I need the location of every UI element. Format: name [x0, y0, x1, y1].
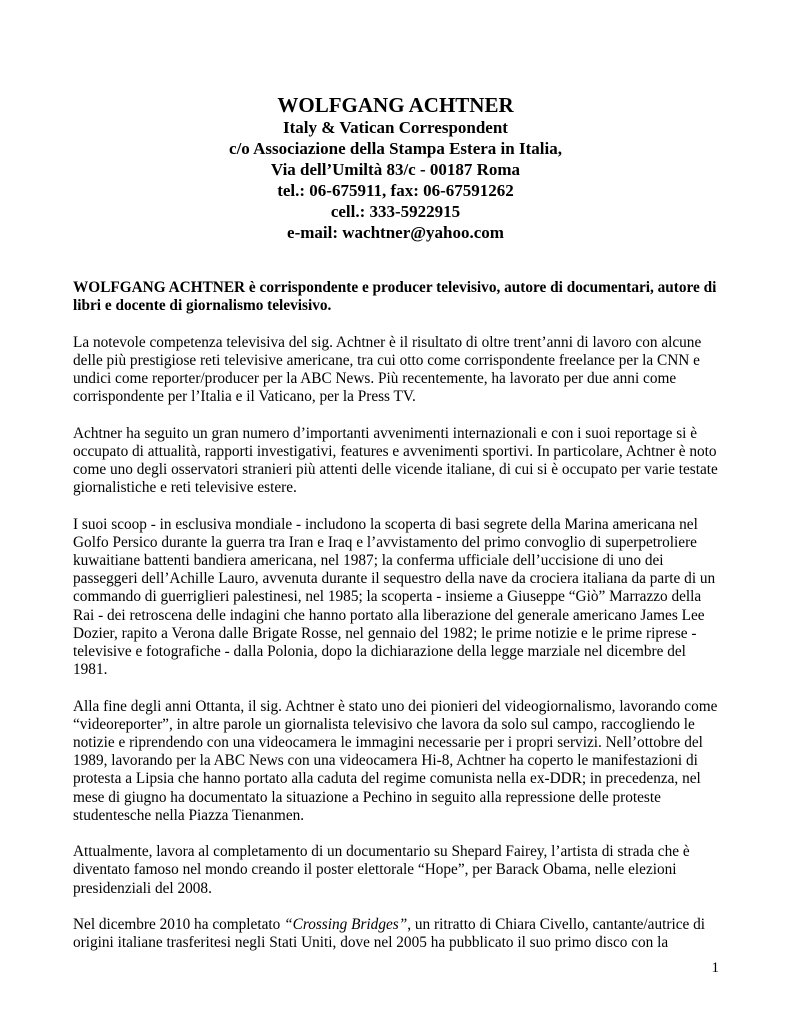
- paragraph-2: Achtner ha seguito un gran numero d’importanti avvenimenti internazionali e con i suoi reportage si è occupato di attualità, rapporti investigativi, features e avvenimenti sportivi. In particolare, Achtner è noto come uno degli osservatori stranieri più attenti delle vicende italiane, di cui si è occupato per varie testate giornalistiche e reti televisive estere.: [73, 424, 718, 497]
- phone-fax: tel.: 06-675911, fax: 06-67591262: [277, 181, 514, 200]
- author-title: Italy & Vatican Correspondent: [283, 118, 508, 137]
- paragraph-6: [73, 916, 721, 952]
- email: e-mail: wachtner@yahoo.com: [287, 223, 504, 242]
- documentary-title: “Crossing Bridges”: [284, 916, 408, 934]
- intro-paragraph: WOLFGANG ACHTNER è corrispondente e producer televisivo, autore di documentari, autore di libri e docente di giornalismo televisivo.: [73, 279, 717, 315]
- cell-phone: cell.: 333-5922915: [330, 202, 461, 221]
- letterhead: [0, 93, 791, 243]
- address: Via dell’Umiltà 83/c - 00187 Roma: [270, 160, 521, 179]
- document-body: [73, 279, 721, 971]
- organization: c/o Associazione della Stampa Estera in Italia,: [229, 139, 562, 158]
- paragraph-4: Alla fine degli anni Ottanta, il sig. Achtner è stato uno dei pionieri del videogiornalismo, lavorando come “videoreporter”, in altre parole un giornalista televisivo che lavora da solo sul campo, raccogliendo le notizie e riprendendo con una videocamera le immagini necessarie per i propri servizi. Nell’ottobre del 1989, lavorando per la ABC News con una videocamera Hi-8, Achtner ha coperto le manifestazioni di protesta a Lipsia che hanno portato alla caduta del regime comunista nella ex-DDR; in precedenza, nel mese di giugno ha documentato la situazione a Pechino in seguito alla repressione delle proteste studentesche nella Piazza Tienanmen.: [73, 697, 718, 824]
- paragraph-5: Attualmente, lavora al completamento di un documentario su Shepard Fairey, l’artista di strada che è diventato famoso nel mondo creando il poster elettorale “Hope”, per Barack Obama, nelle elezioni presidenziali del 2008.: [73, 843, 690, 897]
- page-number: 1: [711, 960, 719, 976]
- author-name: WOLFGANG ACHTNER: [277, 93, 514, 117]
- paragraph-1: La notevole competenza televisiva del sig. Achtner è il risultato di oltre trent’anni di lavoro con alcune delle più prestigiose reti televisive americane, tra cui otto come corrispondente freelance per la CNN e undici come reporter/producer per la ABC News. Più recentemente, ha lavorato per due anni come corrispondente per l’Italia e il Vaticano, per la Press TV.: [73, 333, 702, 406]
- paragraph-3: I suoi scoop - in esclusiva mondiale - includono la scoperta di basi segrete della Marina americana nel Golfo Persico durante la guerra tra Iran e Iraq e l’avvistamento del primo convoglio di superpetroliere kuwaitiane battenti bandiera americana, nel 1987; la conferma ufficiale dell’uccisione di uno dei passeggeri dell’Achille Lauro, avvenuta durante il sequestro della nave da crociera italiana da parte di un commando di guerriglieri palestinesi, nel 1985; la scoperta - insieme a Giuseppe “Giò” Marrazzo della Rai - dei retroscena delle indagini che hanno portato alla liberazione del generale americano James Lee Dozier, rapito a Verona dalle Brigate Rosse, nel gennaio del 1982; le prime notizie e le prime riprese - televisive e fotografiche - dalla Polonia, dopo la dichiarazione della legge marziale nel dicembre del 1981.: [73, 515, 716, 679]
- paragraph-6-start: Nel dicembre 2010 ha completato: [73, 916, 285, 934]
- paragraph-6-end: , un ritratto di Chiara Civello, cantante/autrice di origini italiane trasferitesi negli Stati Uniti, dove nel 2005 ha pubblicato il suo primo disco con la: [73, 916, 706, 952]
